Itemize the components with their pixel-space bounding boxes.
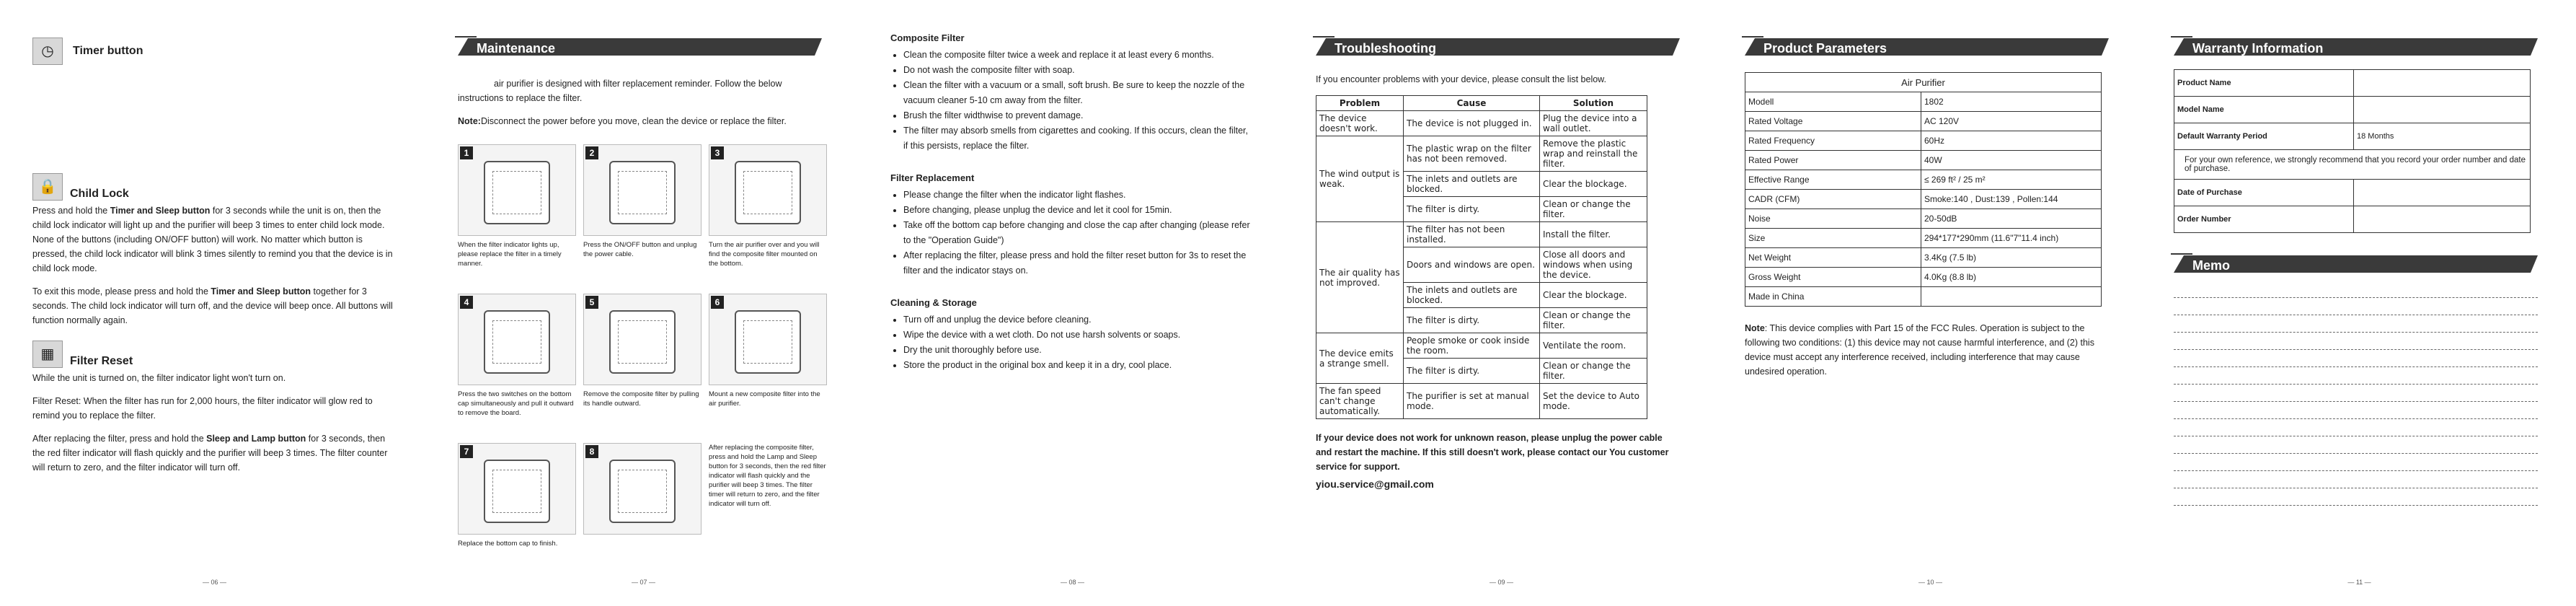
- memo-line: [2174, 436, 2538, 454]
- memo-line: [2174, 471, 2538, 488]
- memo-line: [2174, 333, 2538, 350]
- table-row: Product Name: [2174, 70, 2531, 97]
- section-header-warranty: Warranty Information: [2174, 36, 2538, 58]
- troubleshooting-table: [1316, 95, 1647, 419]
- table-row: Rated Power 40W: [1745, 151, 2102, 170]
- child-lock-exit-text: To exit this mode, please press and hold the Timer and Sleep button together for 3 seconds. The child lock indicator will turn off, and the device will beep once. All buttons will function normally again.: [32, 286, 393, 325]
- page-09: [1287, 0, 1716, 606]
- step-grid: [458, 144, 826, 592]
- memo-line: [2174, 298, 2538, 315]
- table-row: Size 294*177*290mm (11.6"7"11.4 inch): [1745, 229, 2102, 248]
- table-row: Effective Range ≤ 269 ft² / 25 m²: [1745, 170, 2102, 190]
- table-row: Model Name: [2174, 97, 2531, 123]
- page-07-content: [458, 29, 826, 592]
- step-4: 4 Press the two switches on the bottom cap simultaneously and pull it outward to remove the board.: [458, 294, 576, 443]
- page-10-content: [1745, 29, 2109, 387]
- step-3: 3 Turn the air purifier over and you will find the composite filter mounted on the bottom.: [709, 144, 827, 294]
- warranty-reference: For your own reference, we strongly recommend that you record your order number and date of purchase.: [2174, 150, 2531, 180]
- support-email: yiou.service@gmail.com: [1316, 478, 1434, 490]
- section-header-memo: Memo: [2174, 253, 2538, 275]
- table-row: Order Number: [2174, 206, 2531, 233]
- table-row: Doors and windows are open. Close all doors and windows when using the device.: [1316, 247, 1647, 283]
- table-row: Date of Purchase: [2174, 180, 2531, 206]
- table-row: CADR (CFM) Smoke:140 , Dust:139 , Pollen:144: [1745, 190, 2102, 209]
- table-header: Problem: [1316, 96, 1404, 111]
- composite-filter-title: Composite Filter: [890, 32, 965, 43]
- table-row: Rated Frequency 60Hz: [1745, 131, 2102, 151]
- cleaning-storage-list: [890, 312, 1254, 373]
- table-row: Made in China: [1745, 287, 2102, 307]
- page-09-content: [1316, 29, 1680, 490]
- page-number: — 06 —: [202, 579, 226, 586]
- memo-line: [2174, 488, 2538, 506]
- page-06-content: [32, 29, 397, 483]
- page-number: — 10 —: [1918, 579, 1942, 586]
- memo-line: [2174, 402, 2538, 419]
- list-item: • Clean the filter with a vacuum or a small, soft brush. Be sure to keep the nozzle of the vacuum cleaner 5-10 cm away from the filter.: [903, 78, 1254, 108]
- memo-line: [2174, 385, 2538, 402]
- table-row: The filter is dirty. Clean or change the filter.: [1316, 197, 1647, 222]
- step-8: 8: [583, 443, 701, 592]
- memo-line: [2174, 419, 2538, 436]
- maintenance-intro: air purifier is designed with filter replacement reminder. Follow the below instructions to replace the filter.: [458, 79, 782, 103]
- list-item: • Dry the unit thoroughly before use.: [903, 343, 1254, 358]
- filter-reset-p1: While the unit is turned on, the filter indicator light won't turn on.: [32, 373, 286, 383]
- clock-icon: ◷: [32, 38, 63, 65]
- timer-section: [32, 38, 397, 65]
- child-lock-title: Child Lock: [70, 188, 129, 200]
- composite-filter-list: [890, 48, 1254, 154]
- list-item: • Before changing, please unplug the device and let it cool for 15min.: [903, 203, 1254, 218]
- table-row: Rated Voltage AC 120V: [1745, 112, 2102, 131]
- troubleshooting-intro: If you encounter problems with your device, please consult the list below.: [1316, 74, 1606, 84]
- table-row: The wind output is weak. The plastic wrap on the filter has not been removed. Remove the plastic wrap and reinstall the filter.: [1316, 136, 1647, 172]
- fcc-note: Note: This device complies with Part 15 of the FCC Rules. Operation is subject to the following two conditions: (1) this device may not cause harmful interference, and (2) this device must accept any interference received, including interference that may cause undesired operation.: [1745, 323, 2094, 377]
- memo-line: [2174, 315, 2538, 333]
- page-07: [429, 0, 858, 606]
- list-item: • Take off the bottom cap before changing and close the cap after changing (please refer to the "Operation Guide"): [903, 218, 1254, 248]
- list-item: • Wipe the device with a wet cloth. Do not use harsh solvents or soaps.: [903, 328, 1254, 343]
- parameters-table-title: Air Purifier: [1745, 73, 2102, 92]
- table-row: The inlets and outlets are blocked. Clear the blockage.: [1316, 283, 1647, 308]
- list-item: • After replacing the filter, please press and hold the filter reset button for 3s to reset the filter and the indicator stays on.: [903, 248, 1254, 278]
- table-row: The air quality has not improved. The filter has not been installed. Install the filter.: [1316, 222, 1647, 247]
- warranty-table: [2174, 69, 2531, 233]
- parameters-table: [1745, 72, 2102, 307]
- filter-replacement-list: [890, 188, 1254, 278]
- list-item: • Do not wash the composite filter with soap.: [903, 63, 1254, 78]
- table-header: Cause: [1404, 96, 1540, 111]
- step-1: 1 When the filter indicator lights up, please replace the filter in a timely manner.: [458, 144, 576, 294]
- list-item: • Store the product in the original box and keep it in a dry, cool place.: [903, 358, 1254, 373]
- troubleshooting-footer: If your device does not work for unknown reason, please unplug the power cable and restart the machine. If this still doesn't work, please contact our You customer service for support.: [1316, 433, 1669, 472]
- step-8-text: After replacing the composite filter, press and hold the Lamp and Sleep button for 3 seconds, then the red filter indicator will flash quickly and the purifier will beep 3 times. The filter timer will return to zero, and the filter indicator will turn off.: [709, 444, 826, 508]
- maintenance-note: Note:Disconnect the power before you move, clean the device or replace the filter.: [458, 116, 787, 126]
- section-header-troubleshooting: Troubleshooting: [1316, 36, 1680, 58]
- filter-reset-section: [32, 341, 397, 475]
- memo-line: [2174, 454, 2538, 471]
- table-row: The inlets and outlets are blocked. Clear the blockage.: [1316, 172, 1647, 197]
- page-number: — 11 —: [2347, 579, 2371, 586]
- page-11-content: [2174, 29, 2538, 506]
- page-number: — 08 —: [1060, 579, 1084, 586]
- list-item: • The filter may absorb smells from cigarettes and cooking. If this occurs, clean the filter, if this persists, replace the filter.: [903, 123, 1254, 154]
- step-2: 2 Press the ON/OFF button and unplug the power cable.: [583, 144, 701, 294]
- table-row: The fan speed can't change automatically. The purifier is set at manual mode. Set the device to Auto mode.: [1316, 384, 1647, 419]
- list-item: • Please change the filter when the indicator light flashes.: [903, 188, 1254, 203]
- filter-icon: ▦: [32, 341, 63, 368]
- page-08: [858, 0, 1287, 606]
- table-row: Net Weight 3.4Kg (7.5 lb): [1745, 248, 2102, 268]
- table-row: Gross Weight 4.0Kg (8.8 lb): [1745, 268, 2102, 287]
- table-row: [2174, 150, 2531, 180]
- filter-replacement-title: Filter Replacement: [890, 172, 975, 183]
- cleaning-storage-title: Cleaning & Storage: [890, 297, 977, 308]
- filter-reset-p2: Filter Reset: When the filter has run for 2,000 hours, the filter indicator will glow red to remind you to replace the filter.: [32, 396, 373, 421]
- list-item: • Clean the composite filter twice a week and replace it at least every 6 months.: [903, 48, 1254, 63]
- timer-title: Timer button: [73, 45, 143, 57]
- filter-reset-title: Filter Reset: [70, 355, 133, 367]
- memo-lines: [2174, 281, 2538, 506]
- step-7: 7 Replace the bottom cap to finish.: [458, 443, 576, 592]
- table-row: The device emits a strange smell. People smoke or cook inside the room. Ventilate the room.: [1316, 333, 1647, 359]
- section-header-maintenance: Maintenance: [458, 36, 822, 58]
- table-row: The device doesn't work. The device is not plugged in. Plug the device into a wall outlet.: [1316, 111, 1647, 136]
- page-11: [2145, 0, 2574, 606]
- step-6: 6 Mount a new composite filter into the air purifier.: [709, 294, 827, 443]
- lock-icon: 🔒: [32, 173, 63, 201]
- filter-reset-p3: After replacing the filter, press and hold the Sleep and Lamp button for 3 seconds, then the red filter indicator will flash quickly and the purifier will beep 3 times. The filter counter will return to zero, and the filter indicator will turn off.: [32, 434, 388, 473]
- table-row: The filter is dirty. Clean or change the filter.: [1316, 359, 1647, 384]
- table-row: Default Warranty Period 18 Months: [2174, 123, 2531, 150]
- child-lock-text: Press and hold the Timer and Sleep button for 3 seconds while the unit is on, then the child lock indicator will light up and the purifier will beep 3 times to enter child lock mode. None of the buttons (including ON/OFF button) will work. No matter which button is pressed, the child lock indicator will blink 3 times silently to remind you that the device is in child lock mode.: [32, 206, 393, 273]
- page-number: — 07 —: [631, 579, 655, 586]
- page-06: [0, 0, 429, 606]
- table-header: Solution: [1540, 96, 1647, 111]
- table-row: Noise 20-50dB: [1745, 209, 2102, 229]
- table-row: The filter is dirty. Clean or change the filter.: [1316, 308, 1647, 333]
- memo-line: [2174, 367, 2538, 385]
- step-5: 5 Remove the composite filter by pulling its handle outward.: [583, 294, 701, 443]
- list-item: • Brush the filter widthwise to prevent damage.: [903, 108, 1254, 123]
- child-lock-section: [32, 173, 397, 328]
- section-header-product-parameters: Product Parameters: [1745, 36, 2109, 58]
- page-number: — 09 —: [1489, 579, 1513, 586]
- table-row: Modell 1802: [1745, 92, 2102, 112]
- memo-line: [2174, 281, 2538, 298]
- page-08-content: [890, 32, 1254, 373]
- page-10: [1716, 0, 2145, 606]
- memo-line: [2174, 350, 2538, 367]
- list-item: • Turn off and unplug the device before cleaning.: [903, 312, 1254, 328]
